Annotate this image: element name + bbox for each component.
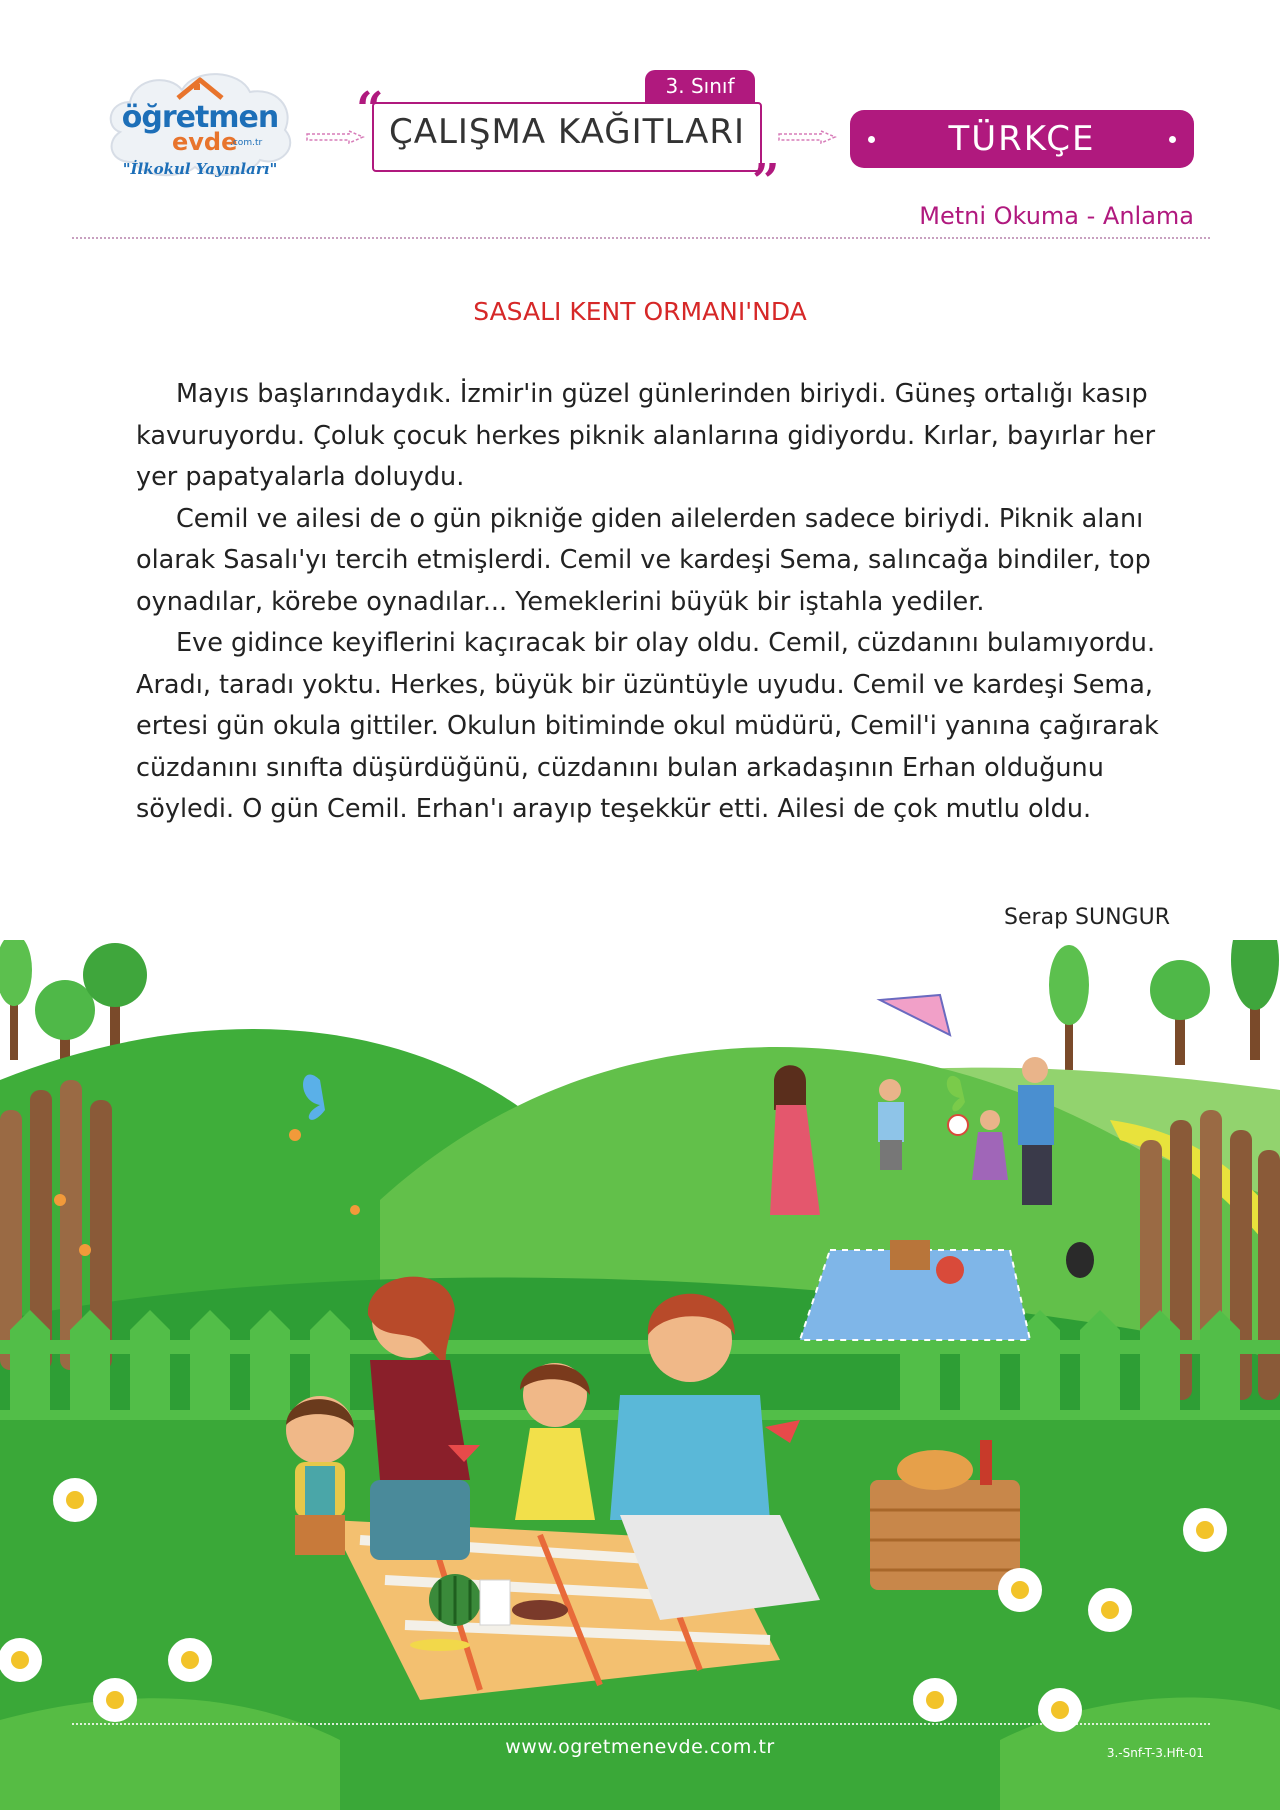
header-divider: [72, 237, 1210, 239]
background-picnic-blanket: [800, 1240, 1030, 1340]
story-author: Serap SUNGUR: [1004, 905, 1170, 930]
open-quote-icon: “: [356, 82, 384, 138]
picnic-illustration: [0, 940, 1280, 1810]
topic-label: Metni Okuma - Anlama: [919, 202, 1194, 230]
publisher-logo: [100, 62, 300, 192]
footer-url[interactable]: www.ogretmenevde.com.tr: [505, 1736, 775, 1758]
story-paragraph: Cemil ve ailesi de o gün pikniğe giden ailelerden sadece biriydi. Piknik alanı olarak Sasalı'yı tercih etmişlerdi. Cemil ve kardeşi Sema, salıncağa bindiler, top oynadılar, körebe oynadılar... Yemeklerini büyük bir iştahla yediler.: [136, 503, 1151, 617]
logo-tagline: "İlkokul Yayınları": [122, 160, 278, 178]
footer-page-code: 3.-Snf-T-3.Hft-01: [1106, 1746, 1204, 1760]
story-title: SASALI KENT ORMANI'NDA: [473, 297, 807, 326]
subject-label: TÜRKÇE: [948, 119, 1096, 159]
close-quote-icon: ”: [752, 154, 780, 210]
logo-brand-top: öğretmen: [121, 100, 279, 135]
story-text: [136, 374, 1186, 831]
logo-brand-bottom: evde: [172, 128, 238, 156]
arrow-right-icon: [777, 130, 837, 144]
story-paragraph: Eve gidince keyiflerini kaçıracak bir olay oldu. Cemil, cüzdanını bulamıyordu. Aradı, taradı yoktu. Herkes, büyük bir üzüntüyle uyudu. Cemil ve kardeşi Sema, ertesi gün okula gittiler. Okulun bitiminde okul müdürü, Cemil'i yanına çağırarak cüzdanını sınıfta düşürdüğünü, cüzdanını bulan arkadaşının Erhan olduğunu söyledi. O gün Cemil. Erhan'ı arayıp teşekkür etti. Ailesi de çok mutlu oldu.: [136, 628, 1159, 824]
logo-domain: .com.tr: [230, 138, 263, 148]
class-tab: 3. Sınıf: [645, 70, 755, 102]
dot-icon: [1169, 136, 1176, 143]
worksheet-title: ÇALIŞMA KAĞITLARI: [388, 112, 746, 152]
footer-divider: [72, 1723, 1210, 1725]
dot-icon: [868, 136, 875, 143]
story-paragraph: Mayıs başlarındaydık. İzmir'in güzel günlerinden biriydi. Güneş ortalığı kasıp kavuruyordu. Çoluk çocuk herkes piknik alanlarına gidiyordu. Kırlar, bayırlar her yer papatyalarla doluydu.: [136, 379, 1156, 492]
subject-badge: [850, 110, 1194, 168]
